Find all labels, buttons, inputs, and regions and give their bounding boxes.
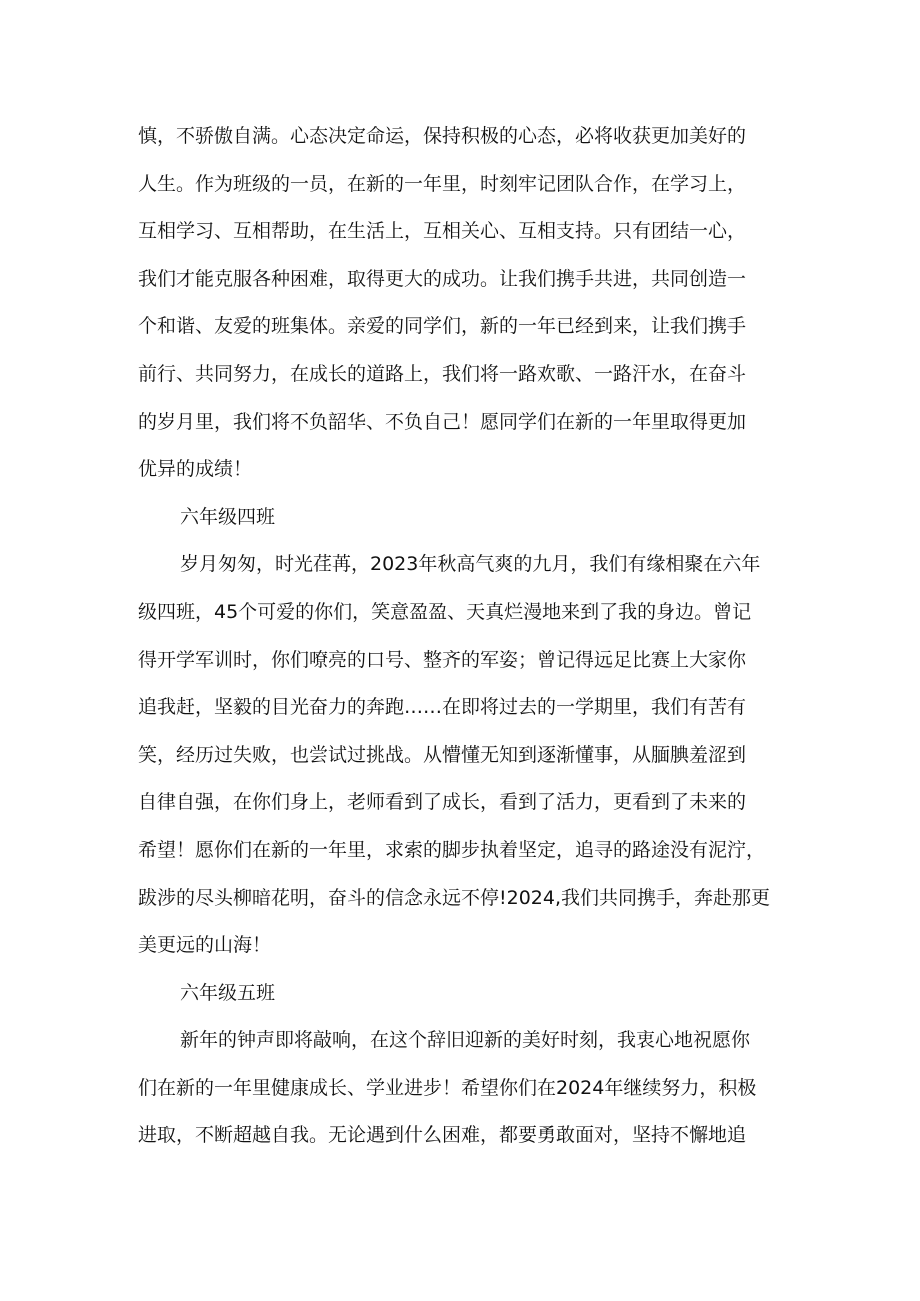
text-line: 希望！愿你们在新的一年里，求索的脚步执着坚定，追寻的路途没有泥泞， [138,838,766,861]
section-heading-class-five: 六年级五班 [180,981,276,1004]
text-line: 我们才能克服各种困难，取得更大的成功。让我们携手共进，共同创造一 [138,267,747,290]
text-line: 笑，经历过失败，也尝试过挑战。从懵懂无知到逐渐懂事，从腼腆羞涩到 [138,743,747,766]
paragraph-class-five [138,1017,796,1160]
text-line: 优异的成绩！ [138,458,253,481]
text-line: 美更远的山海！ [138,934,272,957]
text-line: 新年的钟声即将敲响，在这个辞旧迎新的美好时刻，我衷心地祝愿你 [180,1029,751,1052]
paragraph-class-four [138,541,796,969]
text-line: 人生。作为班级的一员，在新的一年里，时刻牢记团队合作，在学习上， [138,172,747,195]
paragraph-intro [138,113,796,494]
text-line: 追我赶，坚毅的目光奋力的奔跑……在即将过去的一学期里，我们有苦有 [138,696,747,719]
document-body [138,113,796,1160]
text-line: 互相学习、互相帮助，在生活上，互相关心、互相支持。只有团结一心， [138,220,747,243]
text-line: 跋涉的尽头柳暗花明，奋斗的信念永远不停!2024,我们共同携手，奔赴那更 [138,886,771,909]
text-line: 的岁月里，我们将不负韶华、不负自己！愿同学们在新的一年里取得更加 [138,410,747,433]
text-line: 岁月匆匆，时光荏苒，2023年秋高气爽的九月，我们有缘相聚在六年 [180,553,761,576]
text-line: 级四班，45个可爱的你们，笑意盈盈、天真烂漫地来到了我的身边。曾记 [138,600,752,623]
text-line: 个和谐、友爱的班集体。亲爱的同学们，新的一年已经到来，让我们携手 [138,315,747,338]
text-line: 慎，不骄傲自满。心态决定命运，保持积极的心态，必将收获更加美好的 [138,125,747,147]
text-line: 们在新的一年里健康成长、学业进步！希望你们在2024年继续努力，积极 [138,1076,757,1099]
section-heading-class-four: 六年级四班 [180,505,276,528]
text-line: 自律自强，在你们身上，老师看到了成长，看到了活力，更看到了未来的 [138,791,747,814]
text-line: 得开学军训时，你们嘹亮的口号、整齐的军姿；曾记得远足比赛上大家你 [138,648,747,671]
text-line: 进取，不断超越自我。无论遇到什么困难，都要勇敢面对，坚持不懈地追 [138,1124,747,1147]
text-line: 前行、共同努力，在成长的道路上，我们将一路欢歌、一路汗水，在奋斗 [138,362,747,385]
